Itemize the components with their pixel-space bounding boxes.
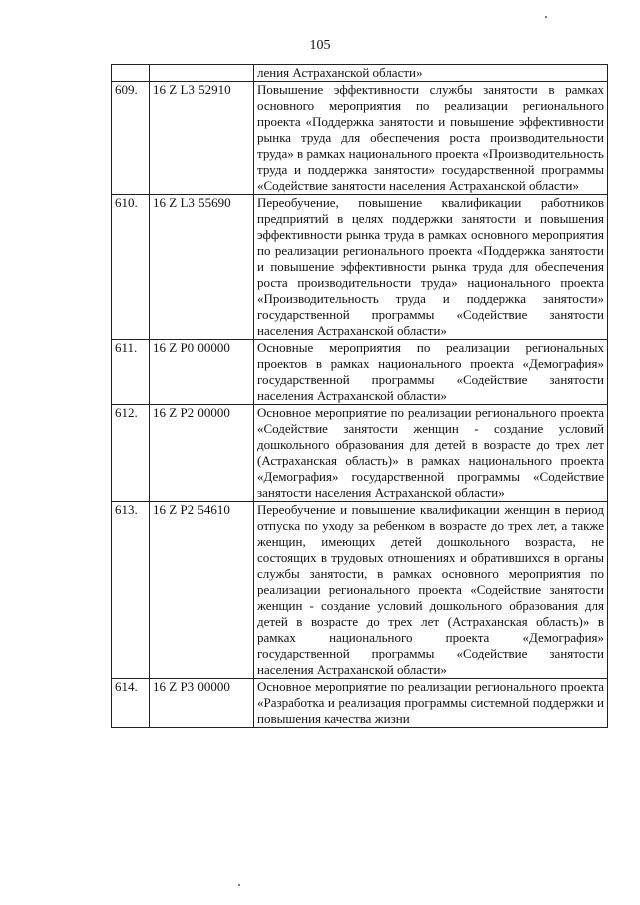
table-row (112, 502, 608, 679)
classification-code: 16 Z P3 00000 (150, 679, 254, 728)
budget-classification-table (111, 64, 608, 728)
row-description: Основное мероприятие по реализации регионального проекта «Разработка и реализация программы системной поддержки и повышения качества жизни (254, 679, 608, 728)
classification-code: 16 Z P2 00000 (150, 405, 254, 502)
scan-speck (545, 16, 547, 18)
row-description: Переобучение и повышение квалификации женщин в период отпуска по уходу за ребенком в возрасте до трех лет, а также женщин, имеющих детей дошкольного возраста, не состоящих в трудовых отношениях и обратившихся в органы службы занятости, в рамках основного мероприятия по реализации регионального проекта «Содействие занятости женщин - создание условий дошкольного образования для детей в возрасте до трех лет (Астраханская область)» в рамках национального проекта «Демография» государственной программы «Содействие занятости населения Астраханской области» (254, 502, 608, 679)
classification-code: 16 Z P2 54610 (150, 502, 254, 679)
row-description: Основные мероприятия по реализации региональных проектов в рамках национального проекта «Демография» государственной программы «Содействие занятости населения Астраханской области» (254, 340, 608, 405)
classification-code: 16 Z L3 55690 (150, 195, 254, 340)
page-number: 105 (309, 38, 331, 53)
scan-speck (238, 884, 240, 886)
row-description: Переобучение, повышение квалификации работников предприятий в целях поддержки занятости и повышения эффективности рынка труда в рамках основного мероприятия по реализации регионального проекта «Поддержка занятости и повышение эффективности рынка труда для обеспечения роста производительности труда» национального проекта «Производительность труда и поддержка занятости» государственной программы «Содействие занятости населения Астраханской области» (254, 195, 608, 340)
table-row (112, 340, 608, 405)
table-row (112, 82, 608, 195)
row-number: 612. (112, 405, 150, 502)
table-row (112, 65, 608, 82)
row-number: 613. (112, 502, 150, 679)
classification-code (150, 65, 254, 82)
classification-code: 16 Z P0 00000 (150, 340, 254, 405)
row-number: 609. (112, 82, 150, 195)
table-row (112, 679, 608, 728)
row-number: 614. (112, 679, 150, 728)
classification-code: 16 Z L3 52910 (150, 82, 254, 195)
row-description: Основное мероприятие по реализации регионального проекта «Содействие занятости женщин - создание условий дошкольного образования для детей в возрасте до трех лет (Астраханская область)» в рамках национального проекта «Демография» государственной программы «Содействие занятости населения Астраханской области» (254, 405, 608, 502)
row-number (112, 65, 150, 82)
table-row (112, 195, 608, 340)
row-number: 610. (112, 195, 150, 340)
row-description: Повышение эффективности службы занятости в рамках основного мероприятия по реализации регионального проекта «Поддержка занятости и повышение эффективности рынка труда для обеспечения роста производительности труда» в рамках национального проекта «Производительность труда и поддержка занятости» государственной программы «Содействие занятости населения Астраханской области» (254, 82, 608, 195)
row-number: 611. (112, 340, 150, 405)
table-row (112, 405, 608, 502)
row-description: ления Астраханской области» (254, 65, 608, 82)
